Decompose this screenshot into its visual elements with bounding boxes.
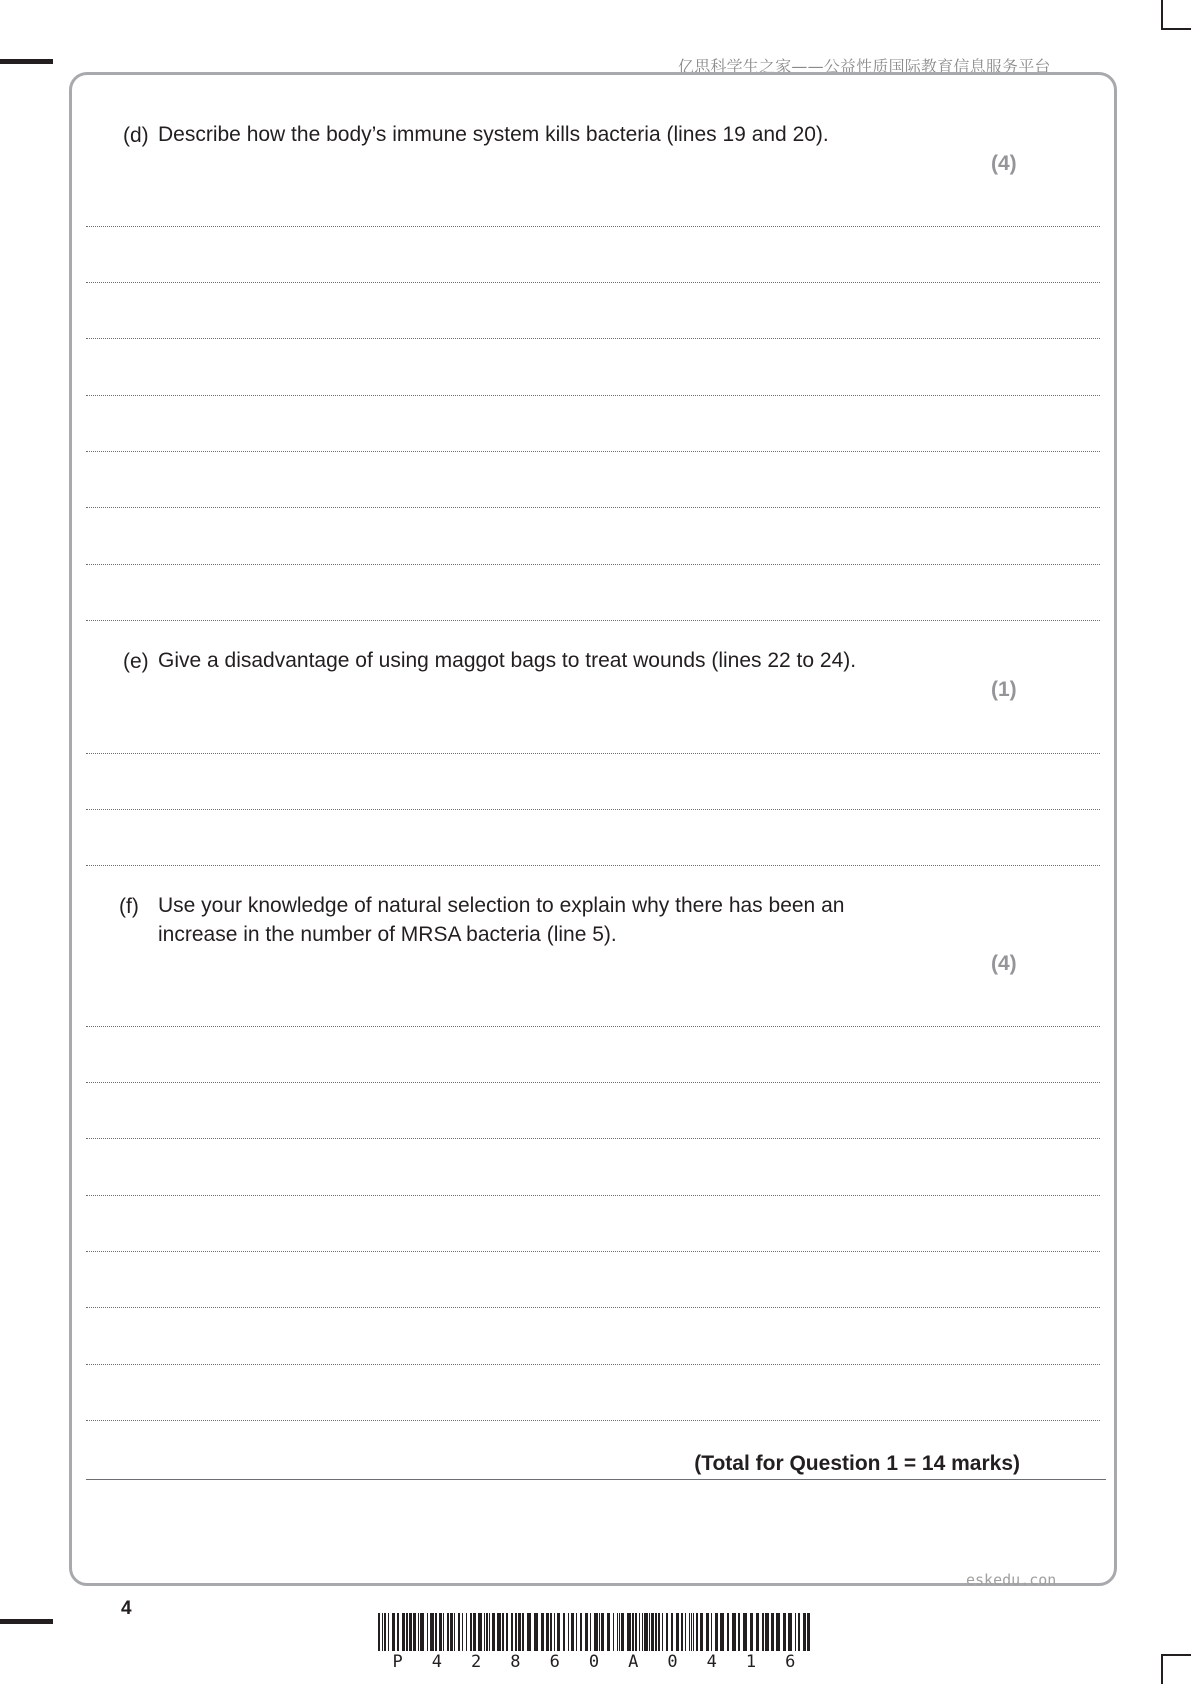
crop-mark-top-left xyxy=(0,59,53,64)
barcode xyxy=(378,1613,810,1651)
barcode-bar xyxy=(662,1613,663,1651)
barcode-digit: 6 xyxy=(785,1652,796,1672)
barcode-bar xyxy=(635,1613,637,1651)
barcode-digit: 4 xyxy=(706,1652,717,1672)
answer-line-d-5[interactable] xyxy=(86,451,1100,452)
barcode-bar xyxy=(397,1613,399,1651)
barcode-bar xyxy=(550,1613,552,1651)
barcode-bar xyxy=(599,1613,600,1651)
barcode-bar xyxy=(402,1613,405,1651)
question-d-text: Describe how the body’s immune system kills bacteria (lines 19 and 20). xyxy=(158,123,829,146)
barcode-bar xyxy=(518,1613,521,1651)
question-f-text-line1: Use your knowledge of natural selection to explain why there has been an xyxy=(158,894,845,917)
barcode-bar xyxy=(738,1613,740,1651)
answer-line-f-4[interactable] xyxy=(86,1195,1100,1196)
barcode-bar xyxy=(617,1613,618,1651)
barcode-bar xyxy=(689,1613,690,1651)
answer-line-e-2[interactable] xyxy=(86,809,1100,810)
answer-line-f-8[interactable] xyxy=(86,1420,1100,1421)
barcode-bar xyxy=(435,1613,437,1651)
barcode-bar xyxy=(743,1613,747,1651)
answer-line-d-8[interactable] xyxy=(86,620,1100,621)
barcode-digit: P xyxy=(392,1652,403,1672)
watermark-header: 亿思科学生之家——公益性质国际教育信息服务平台 xyxy=(678,57,1051,76)
barcode-bar xyxy=(798,1613,800,1651)
question-f-marks: (4) xyxy=(991,952,1017,975)
barcode-bar xyxy=(706,1613,709,1651)
barcode-bar xyxy=(392,1613,395,1651)
footer-watermark: eskedu.con xyxy=(966,1571,1057,1589)
answer-line-f-2[interactable] xyxy=(86,1082,1100,1083)
barcode-bar xyxy=(388,1613,389,1651)
barcode-digit: 2 xyxy=(471,1652,482,1672)
barcode-bar xyxy=(443,1613,444,1651)
barcode-bar xyxy=(727,1613,729,1651)
barcode-bar xyxy=(489,1613,490,1651)
barcode-bar xyxy=(627,1613,631,1651)
barcode-bar xyxy=(492,1613,495,1651)
barcode-bar xyxy=(651,1613,654,1651)
barcode-digit: 8 xyxy=(510,1652,521,1672)
barcode-bar xyxy=(522,1613,524,1651)
barcode-bar xyxy=(546,1613,549,1651)
barcode-bar xyxy=(590,1613,591,1651)
barcode-bar xyxy=(420,1613,424,1651)
barcode-bar xyxy=(502,1613,504,1651)
question-total: (Total for Question 1 = 14 marks) xyxy=(694,1452,1020,1475)
barcode-bar xyxy=(571,1613,574,1651)
answer-line-e-3[interactable] xyxy=(86,865,1100,866)
barcode-bar xyxy=(658,1613,660,1651)
barcode-bar xyxy=(613,1613,614,1651)
barcode-bar xyxy=(466,1613,467,1651)
barcode-bar xyxy=(666,1613,668,1651)
answer-line-d-1[interactable] xyxy=(86,226,1100,227)
barcode-bar xyxy=(607,1613,610,1651)
barcode-bar xyxy=(515,1613,517,1651)
barcode-bar xyxy=(639,1613,640,1651)
barcode-bar xyxy=(788,1613,792,1651)
barcode-bar xyxy=(594,1613,598,1651)
barcode-digit: 6 xyxy=(549,1652,560,1672)
barcode-bar xyxy=(649,1613,650,1651)
answer-line-d-7[interactable] xyxy=(86,564,1100,565)
barcode-bar xyxy=(783,1613,786,1651)
barcode-bar xyxy=(807,1613,810,1651)
barcode-bar xyxy=(642,1613,643,1651)
barcode-bar xyxy=(462,1613,463,1651)
barcode-bar xyxy=(580,1613,582,1651)
barcode-bar xyxy=(765,1613,769,1651)
barcode-bar xyxy=(430,1613,434,1651)
barcode-bar xyxy=(563,1613,565,1651)
barcode-bar xyxy=(700,1613,703,1651)
barcode-digit: 0 xyxy=(588,1652,600,1672)
barcode-bar xyxy=(384,1613,386,1651)
answer-frame xyxy=(69,72,1117,1586)
barcode-bar xyxy=(756,1613,759,1651)
barcode-bar xyxy=(511,1613,513,1651)
answer-line-d-6[interactable] xyxy=(86,507,1100,508)
crop-mark-bottom-right xyxy=(1161,1654,1163,1684)
barcode-bar xyxy=(409,1613,412,1651)
barcode-bar xyxy=(681,1613,683,1651)
barcode-bar xyxy=(693,1613,694,1651)
barcode-bar xyxy=(671,1613,673,1651)
barcode-bar xyxy=(557,1613,560,1651)
barcode-bar xyxy=(762,1613,764,1651)
answer-line-d-2[interactable] xyxy=(86,282,1100,283)
crop-mark-top-right xyxy=(1161,0,1163,30)
crop-mark-bottom-right-h xyxy=(1161,1654,1191,1656)
barcode-bar xyxy=(601,1613,604,1651)
barcode-bar xyxy=(696,1613,698,1651)
page-number: 4 xyxy=(121,1598,132,1619)
barcode-bar xyxy=(685,1613,686,1651)
answer-line-f-7[interactable] xyxy=(86,1364,1100,1365)
answer-line-f-3[interactable] xyxy=(86,1138,1100,1139)
barcode-bar xyxy=(795,1613,796,1651)
barcode-bar xyxy=(621,1613,624,1651)
question-f-label: (f) xyxy=(119,895,139,918)
barcode-bar xyxy=(378,1613,380,1651)
barcode-digit: 4 xyxy=(431,1652,443,1672)
barcode-bar xyxy=(803,1613,806,1651)
barcode-bar xyxy=(771,1613,774,1651)
question-f-text-line2: increase in the number of MRSA bacteria (line 5). xyxy=(158,923,617,946)
barcode-bar xyxy=(585,1613,588,1651)
crop-mark-top-right-h xyxy=(1161,28,1191,30)
barcode-digit: 0 xyxy=(667,1652,678,1672)
total-divider xyxy=(86,1479,1106,1480)
answer-line-e-1[interactable] xyxy=(86,753,1100,754)
barcode-bar xyxy=(632,1613,634,1651)
question-e-text: Give a disadvantage of using maggot bags to treat wounds (lines 22 to 24). xyxy=(158,649,857,672)
barcode-bar xyxy=(720,1613,724,1651)
barcode-bar xyxy=(413,1613,416,1651)
barcode-bar xyxy=(715,1613,718,1651)
barcode-bar xyxy=(655,1613,657,1651)
barcode-bar xyxy=(676,1613,679,1651)
barcode-digits xyxy=(378,1652,810,1672)
answer-line-f-1[interactable] xyxy=(86,1026,1100,1027)
barcode-bar xyxy=(750,1613,753,1651)
barcode-bar xyxy=(406,1613,408,1651)
barcode-bar xyxy=(427,1613,428,1651)
barcode-bar xyxy=(691,1613,692,1651)
barcode-bar xyxy=(484,1613,485,1651)
barcode-bar xyxy=(644,1613,648,1651)
answer-line-f-6[interactable] xyxy=(86,1307,1100,1308)
barcode-bar xyxy=(497,1613,501,1651)
answer-line-f-5[interactable] xyxy=(86,1251,1100,1252)
barcode-bar xyxy=(418,1613,419,1651)
barcode-bar xyxy=(534,1613,538,1651)
answer-line-d-3[interactable] xyxy=(86,338,1100,339)
barcode-bar xyxy=(506,1613,508,1651)
question-d-marks: (4) xyxy=(991,152,1017,175)
barcode-bar xyxy=(732,1613,736,1651)
barcode-bar xyxy=(473,1613,476,1651)
answer-line-d-4[interactable] xyxy=(86,395,1100,396)
barcode-bar xyxy=(450,1613,453,1651)
barcode-digit: A xyxy=(628,1652,639,1672)
crop-mark-bottom-left xyxy=(0,1619,53,1624)
barcode-bar xyxy=(454,1613,455,1651)
question-d-label: (d) xyxy=(123,124,149,147)
barcode-digit: 1 xyxy=(745,1652,757,1672)
question-e-marks: (1) xyxy=(991,678,1017,701)
barcode-bar xyxy=(439,1613,442,1651)
barcode-bar xyxy=(619,1613,620,1651)
barcode-bar xyxy=(458,1613,460,1651)
barcode-bar xyxy=(486,1613,488,1651)
barcode-bar xyxy=(554,1613,555,1651)
barcode-bar xyxy=(576,1613,577,1651)
barcode-bar xyxy=(711,1613,712,1651)
barcode-bar xyxy=(478,1613,482,1651)
barcode-bar xyxy=(382,1613,383,1651)
question-e-label: (e) xyxy=(123,650,149,673)
barcode-bar xyxy=(776,1613,780,1651)
barcode-bar xyxy=(527,1613,531,1651)
barcode-bar xyxy=(470,1613,472,1651)
barcode-bar xyxy=(568,1613,569,1651)
barcode-bar xyxy=(541,1613,544,1651)
barcode-bar xyxy=(447,1613,449,1651)
